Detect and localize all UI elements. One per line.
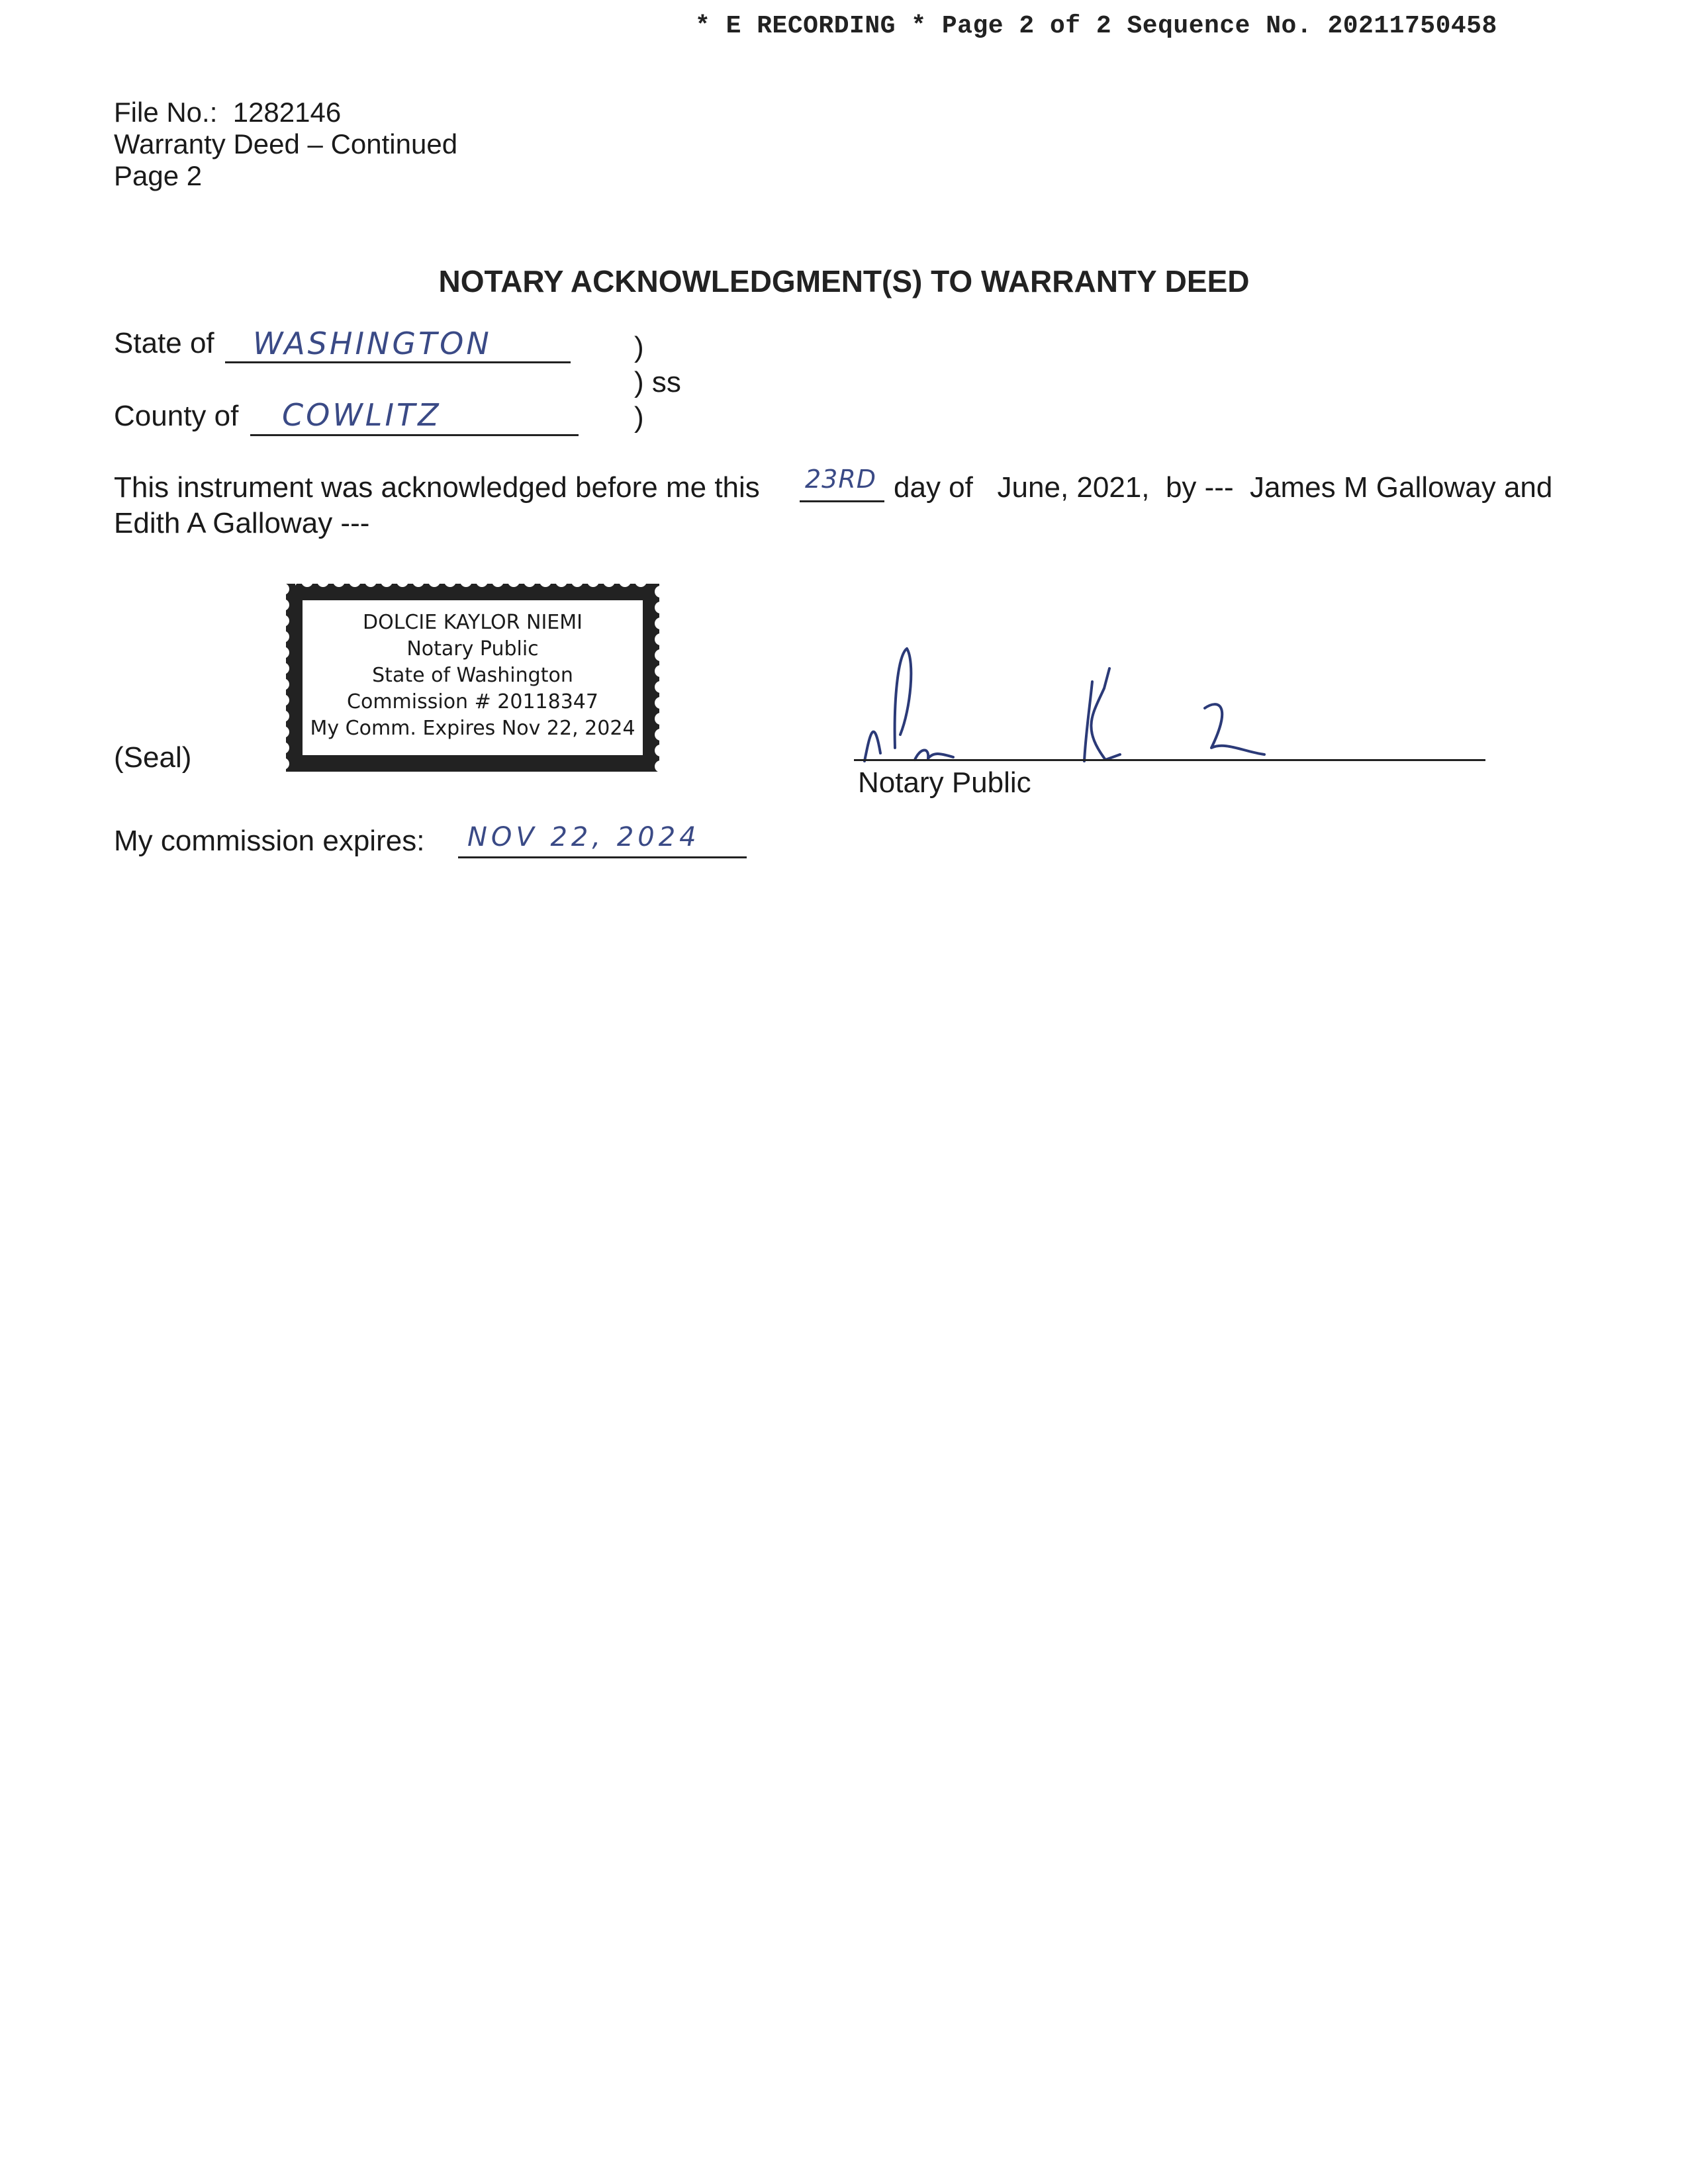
notary-seal [283, 581, 662, 774]
bracket-ss: ) ss [634, 366, 681, 398]
seal-state: State of Washington [372, 664, 573, 687]
state-label: State of [114, 327, 214, 359]
page-title: NOTARY ACKNOWLEDGMENT(S) TO WARRANTY DEED [438, 264, 1250, 298]
signature-caption: Notary Public [858, 766, 1031, 799]
seal-text-area [299, 597, 646, 758]
county-value: COWLITZ [282, 397, 442, 433]
page-line: Page 2 [114, 160, 203, 191]
state-value: WASHINGTON [253, 326, 492, 361]
day-field [800, 463, 884, 502]
commission-expires-value: NOV 22, 2024 [467, 822, 700, 852]
recording-header: * E RECORDING * Page 2 of 2 Sequence No. 20211750458 [695, 12, 1497, 40]
seal-label: (Seal) [114, 741, 192, 774]
commission-expires-label: My commission expires: [114, 825, 425, 857]
seal-expiry: My Comm. Expires Nov 22, 2024 [310, 717, 635, 740]
seal-name: DOLCIE KAYLOR NIEMI [363, 611, 583, 634]
county-field [250, 396, 579, 436]
seal-title: Notary Public [406, 637, 539, 660]
state-field [225, 324, 571, 363]
document-type-line: Warranty Deed – Continued [114, 128, 458, 159]
county-label: County of [114, 400, 239, 432]
file-number: 1282146 [232, 97, 342, 128]
day-value: 23RD [805, 465, 877, 494]
acknowledgment-text-end: day of June, 2021, by --- James M Galloway and [894, 471, 1553, 504]
bracket-bottom: ) [634, 401, 644, 433]
file-number-label: File No.: [114, 97, 218, 128]
file-number-line [114, 97, 457, 128]
file-info-block [114, 97, 457, 192]
seal-commission: Commission # 20118347 [347, 690, 598, 713]
acknowledgment-text-start: This instrument was acknowledged before me this [114, 471, 760, 504]
acknowledgment-text-line2: Edith A Galloway --- [114, 507, 370, 539]
notary-signature [854, 635, 1317, 768]
signature-line [854, 759, 1485, 761]
commission-expires-field [458, 819, 747, 858]
bracket-top: ) [634, 331, 644, 363]
